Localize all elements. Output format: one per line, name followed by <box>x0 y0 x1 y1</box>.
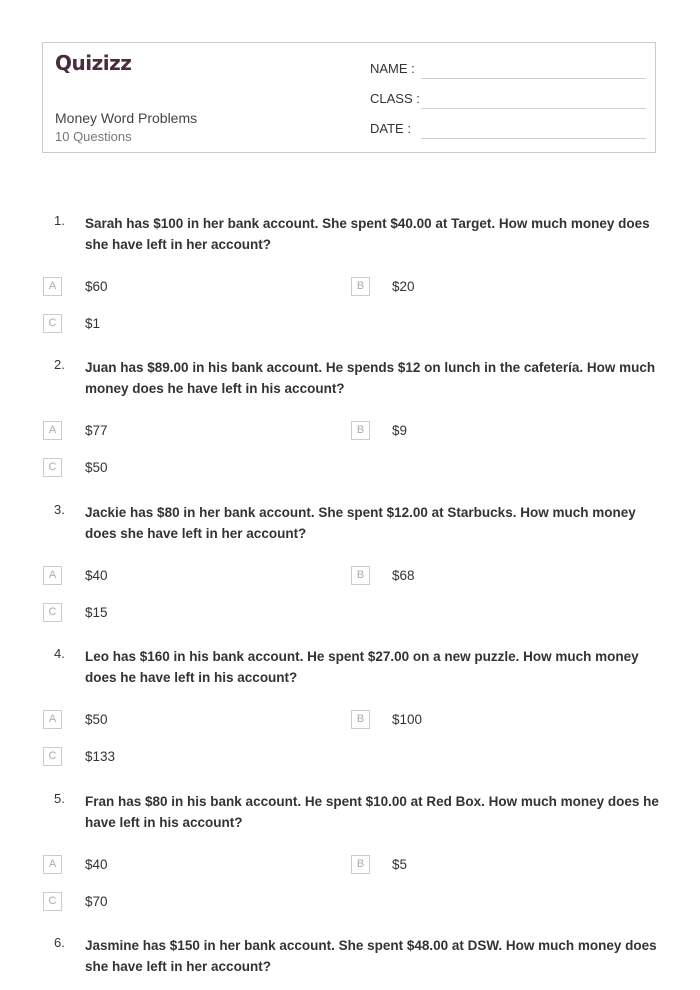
option-c-box[interactable]: C <box>43 603 62 622</box>
option-a-value: $40 <box>85 857 108 872</box>
question-text: Jackie has $80 in her bank account. She spent $12.00 at Starbucks. How much money does she have left in her account? <box>85 505 636 541</box>
worksheet-header <box>42 42 656 153</box>
option-c-box[interactable]: C <box>43 747 62 766</box>
question-number: 5. <box>54 791 65 806</box>
option-a-box[interactable]: A <box>43 710 62 729</box>
date-field[interactable] <box>421 138 646 139</box>
quizizz-logo: Quizizz <box>55 51 132 75</box>
option-c-box[interactable]: C <box>43 314 62 333</box>
option-a-value: $77 <box>85 423 108 438</box>
option-b-value: $20 <box>392 279 415 294</box>
option-b-value: $9 <box>392 423 408 438</box>
class-label: CLASS : <box>370 91 420 106</box>
option-b-value: $5 <box>392 857 408 872</box>
name-label: NAME : <box>370 61 415 76</box>
option-c-value: $50 <box>85 460 108 475</box>
option-b-box[interactable]: B <box>351 566 370 585</box>
option-c-box[interactable]: C <box>43 892 62 911</box>
option-b-value: $100 <box>392 712 423 727</box>
option-a-value: $50 <box>85 712 108 727</box>
option-a-value: $40 <box>85 568 108 583</box>
option-b-box[interactable]: B <box>351 710 370 729</box>
question-number: 3. <box>54 502 65 517</box>
option-a-box[interactable]: A <box>43 566 62 585</box>
question-text: Leo has $160 in his bank account. He spent $27.00 on a new puzzle. How much money does he have left in his account? <box>85 649 639 685</box>
name-field[interactable] <box>421 78 646 79</box>
option-a-box[interactable]: A <box>43 855 62 874</box>
option-c-box[interactable]: C <box>43 458 62 477</box>
option-c-value: $1 <box>85 316 101 331</box>
question-count: 10 Questions <box>55 129 132 144</box>
option-a-value: $60 <box>85 279 108 294</box>
worksheet-title: Money Word Problems <box>55 110 198 126</box>
question-text: Fran has $80 in his bank account. He spent $10.00 at Red Box. How much money does he have left in his account? <box>85 794 659 830</box>
option-b-value: $68 <box>392 568 415 583</box>
question-number: 6. <box>54 935 65 950</box>
class-field[interactable] <box>421 108 646 109</box>
question-number: 1. <box>54 213 65 228</box>
option-b-box[interactable]: B <box>351 421 370 440</box>
option-b-box[interactable]: B <box>351 277 370 296</box>
option-c-value: $15 <box>85 605 108 620</box>
question-text: Jasmine has $150 in her bank account. She spent $48.00 at DSW. How much money does she have left in her account? <box>85 938 657 974</box>
question-number: 4. <box>54 646 65 661</box>
question-number: 2. <box>54 357 65 372</box>
date-label: DATE : <box>370 121 411 136</box>
option-c-value: $133 <box>85 749 116 764</box>
option-a-box[interactable]: A <box>43 421 62 440</box>
question-text: Juan has $89.00 in his bank account. He spends $12 on lunch in the cafetería. How much money does he have left in his account? <box>85 360 656 396</box>
question-text: Sarah has $100 in her bank account. She spent $40.00 at Target. How much money does she have left in her account? <box>85 216 650 252</box>
option-a-box[interactable]: A <box>43 277 62 296</box>
option-b-box[interactable]: B <box>351 855 370 874</box>
option-c-value: $70 <box>85 894 108 909</box>
